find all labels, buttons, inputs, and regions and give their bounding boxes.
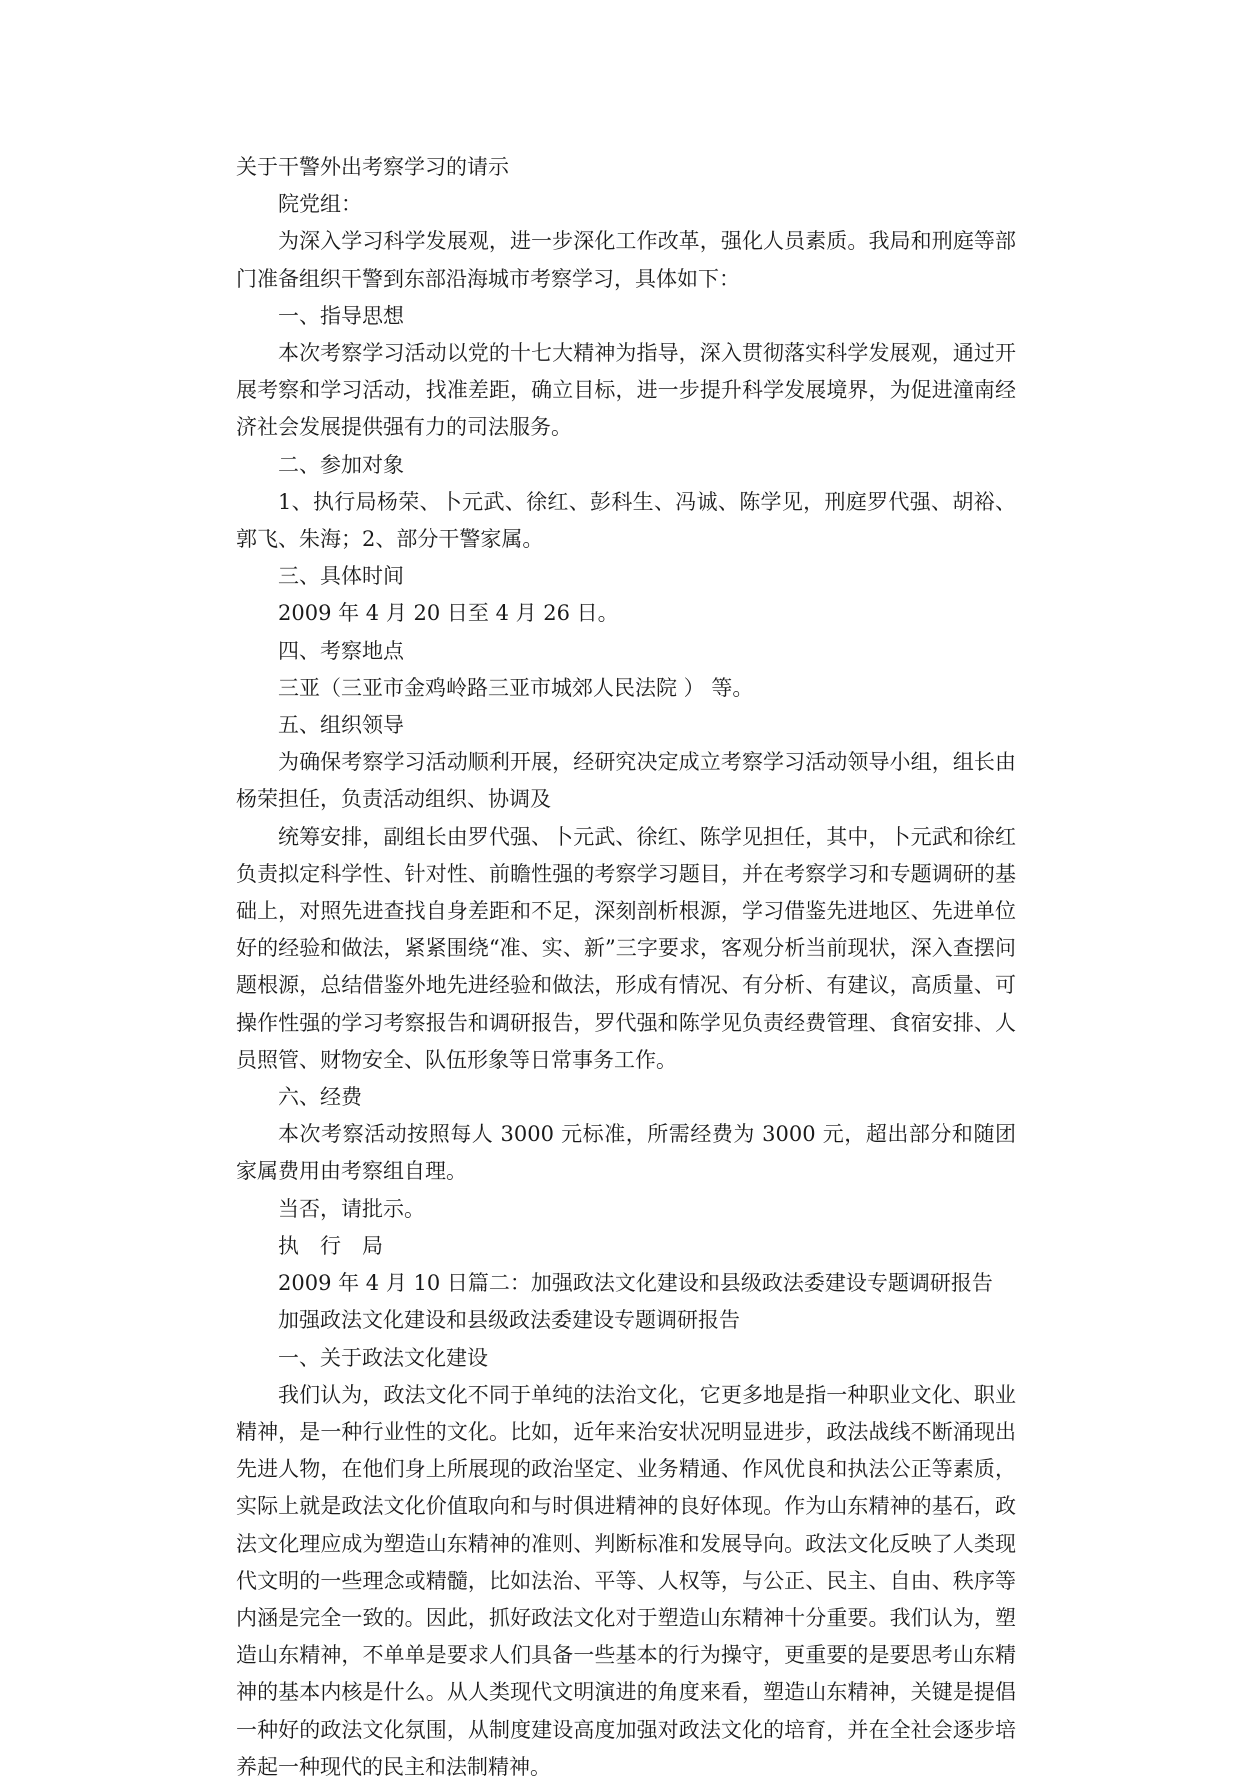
report-title: 加强政法文化建设和县级政法委建设专题调研报告 xyxy=(278,1308,740,1333)
time-paragraph: 2009 年 4 月 20 日至 4 月 26 日。 xyxy=(278,601,619,626)
leadership-paragraph-1: 为确保考察学习活动顺利开展，经研究决定成立考察学习活动领导小组，组长由杨荣担任，负责活动组织、协调及 xyxy=(236,750,1016,812)
section-heading-leadership: 五、组织领导 xyxy=(278,713,404,738)
document-title: 关于干警外出考察学习的请示 xyxy=(236,155,509,179)
closing-request: 当否，请批示。 xyxy=(278,1196,425,1221)
guiding-thought-paragraph: 本次考察学习活动以党的十七大精神为指导，深入贯彻落实科学发展观，通过开展考察和学习活动，找准差距，确立目标，进一步提升科学发展境界，为促进潼南经济社会发展提供强有力的司法服务。 xyxy=(236,341,1016,440)
section-heading-guiding-thought: 一、指导思想 xyxy=(278,303,404,328)
culture-paragraph: 我们认为，政法文化不同于单纯的法治文化，它更多地是指一种职业文化、职业精神，是一种行业性的文化。比如，近年来治安状况明显进步，政法战线不断涌现出先进人物，在他们身上所展现的政治坚定、业务精通、作风优良和执法公正等素质，实际上就是政法文化价值取向和与时俱进精神的良好体现。作为山东精神的基石，政法文化理应成为塑造山东精神的准则、判断标准和发展导向。政法文化反映了人类现代文明的一些理念或精髓，比如法治、平等、人权等，与公正、民主、自由、秩序等内涵是完全一致的。因此，抓好政法文化对于塑造山东精神十分重要。我们认为，塑造山东精神，不单单是要求人们具备一些基本的行为操守，更重要的是要思考山东精神的基本内核是什么。从人类现代文明演进的角度来看，塑造山东精神，关键是提倡一种好的政法文化氛围，从制度建设高度加强对政法文化的培育，并在全社会逐步培养起一种现代的民主和法制精神。 xyxy=(236,1382,1016,1779)
section-heading-time: 三、具体时间 xyxy=(278,564,404,589)
section-heading-funding: 六、经费 xyxy=(278,1085,362,1110)
salutation: 院党组： xyxy=(278,192,362,217)
document-body xyxy=(236,149,1016,1786)
location-paragraph: 三亚（三亚市金鸡岭路三亚市城郊人民法院 ） 等。 xyxy=(278,675,754,700)
section-heading-participants: 二、参加对象 xyxy=(278,452,404,477)
participants-paragraph: 1、执行局杨荣、卜元武、徐红、彭科生、冯诚、陈学见，刑庭罗代强、胡裕、郭飞、朱海；2、部分干警家属。 xyxy=(236,489,1016,552)
section-heading-culture: 一、关于政法文化建设 xyxy=(278,1345,488,1370)
leadership-paragraph-2: 统筹安排，副组长由罗代强、卜元武、徐红、陈学见担任，其中，卜元武和徐红负责拟定科学性、针对性、前瞻性强的考察学习题目，并在考察学习和专题调研的基础上，对照先进查找自身差距和不足，深刻剖析根源，学习借鉴先进地区、先进单位好的经验和做法，紧紧围绕“准、实、新”三字要求，客观分析当前现状，深入查摆问题根源，总结借鉴外地先进经验和做法，形成有情况、有分析、有建议，高质量、可操作性强的学习考察报告和调研报告，罗代强和陈学见负责经费管理、食宿安排、人员照管、财物安全、队伍形象等日常事务工作。 xyxy=(236,824,1016,1072)
signature-department: 执 行 局 xyxy=(278,1233,383,1258)
date-and-part-two-title: 2009 年 4 月 10 日篇二：加强政法文化建设和县级政法委建设专题调研报告 xyxy=(278,1271,993,1296)
section-heading-location: 四、考察地点 xyxy=(278,638,404,663)
intro-paragraph: 为深入学习科学发展观，进一步深化工作改革，强化人员素质。我局和刑庭等部门准备组织干警到东部沿海城市考察学习，具体如下： xyxy=(236,229,1016,291)
funding-paragraph: 本次考察活动按照每人 3000 元标准，所需经费为 3000 元，超出部分和随团家属费用由考察组自理。 xyxy=(236,1122,1016,1184)
